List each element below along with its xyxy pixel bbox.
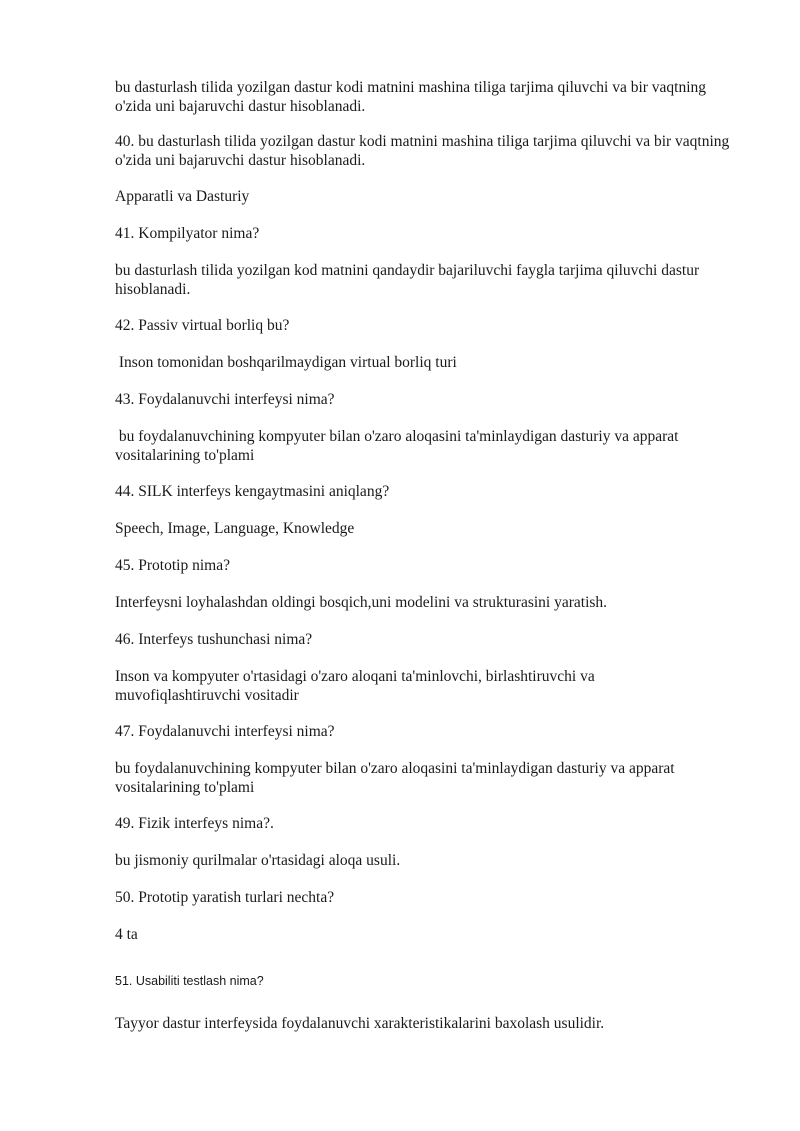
- answer-paragraph: Inson tomonidan boshqarilmaydigan virtual borliq turi: [115, 354, 457, 371]
- question-49: 49. Fizik interfeys nima?.: [115, 815, 274, 832]
- question-42: 42. Passiv virtual borliq bu?: [115, 317, 290, 334]
- answer-paragraph: bu dasturlash tilida yozilgan kod matnini qandaydir bajariluvchi faygla tarjima qiluvchi dastur hisoblanadi.: [115, 262, 700, 298]
- answer-paragraph: Apparatli va Dasturiy: [115, 188, 250, 205]
- question-45: 45. Prototip nima?: [115, 557, 230, 574]
- answer-paragraph: Tayyor dastur interfeysida foydalanuvchi xarakteristikalarini baxolash usulidir.: [115, 1015, 605, 1032]
- answer-paragraph: bu foydalanuvchining kompyuter bilan o'zaro aloqasini ta'minlaydigan dasturiy va apparat vositalarining to'plami: [115, 428, 683, 464]
- question-47: 47. Foydalanuvchi interfeysi nima?: [115, 723, 335, 740]
- document-page: [115, 78, 745, 1033]
- question-51: 51. Usabiliti testlash nima?: [115, 974, 264, 988]
- question-41: 41. Kompilyator nima?: [115, 225, 260, 242]
- question-40: 40. bu dasturlash tilida yozilgan dastur kodi matnini mashina tiliga tarjima qiluvchi va bir vaqtning o'zida uni bajaruvchi dastur hisoblanadi.: [115, 133, 730, 169]
- question-44: 44. SILK interfeys kengaytmasini aniqlang?: [115, 483, 390, 500]
- question-46: 46. Interfeys tushunchasi nima?: [115, 631, 313, 648]
- question-43: 43. Foydalanuvchi interfeysi nima?: [115, 391, 335, 408]
- answer-paragraph: 4 ta: [115, 926, 138, 943]
- answer-paragraph: Inson va kompyuter o'rtasidagi o'zaro aloqani ta'minlovchi, birlashtiruvchi va muvofiqlashtiruvchi vositadir: [115, 668, 595, 704]
- answer-paragraph: Interfeysni loyhalashdan oldingi bosqich,uni modelini va strukturasini yaratish.: [115, 594, 608, 611]
- question-50: 50. Prototip yaratish turlari nechta?: [115, 889, 335, 906]
- answer-paragraph: bu jismoniy qurilmalar o'rtasidagi aloqa usuli.: [115, 852, 401, 869]
- answer-paragraph: bu dasturlash tilida yozilgan dastur kodi matnini mashina tiliga tarjima qiluvchi va bir vaqtning o'zida uni bajaruvchi dastur hisoblanadi.: [115, 79, 707, 115]
- answer-paragraph: Speech, Image, Language, Knowledge: [115, 520, 355, 537]
- answer-paragraph: bu foydalanuvchining kompyuter bilan o'zaro aloqasini ta'minlaydigan dasturiy va apparat vositalarining to'plami: [115, 760, 675, 796]
